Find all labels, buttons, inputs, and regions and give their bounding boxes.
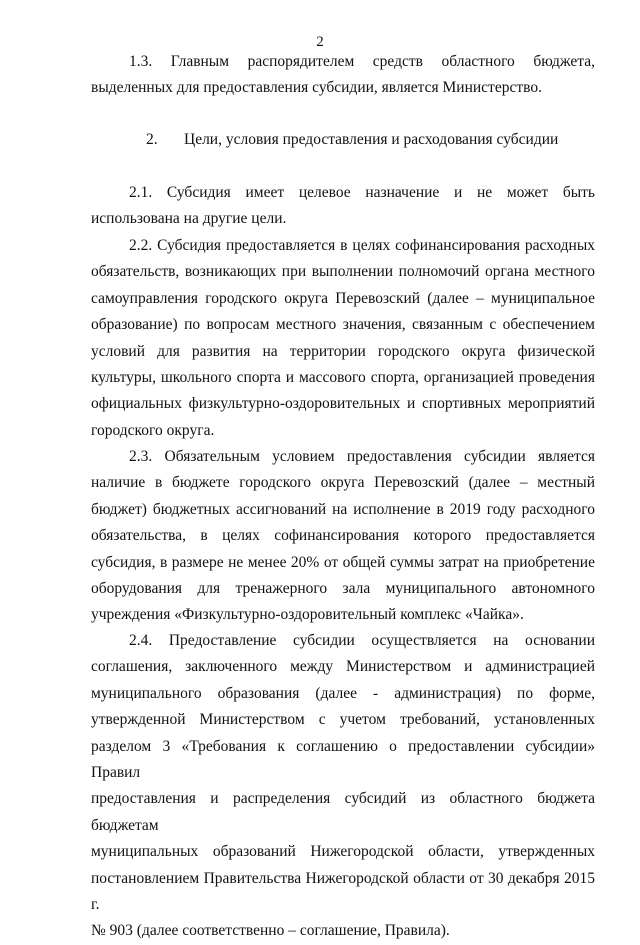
paragraph-2-3 <box>91 444 595 629</box>
text-line: № 903 (далее соответственно – соглашение, Правила). <box>91 922 450 940</box>
text-line: предоставления и распределения субсидий из областного бюджета бюджетам <box>91 790 595 834</box>
text-line: культуры, школьного спорта и массового спорта, организацией проведения <box>91 369 595 387</box>
text-line: наличие в бюджете городского округа Перевозский (далее – местный <box>91 474 595 492</box>
section-number: 2. <box>146 131 158 148</box>
text-line: самоуправления городского округа Перевозский (далее – муниципальное <box>91 289 595 307</box>
section-title: Цели, условия предоставления и расходования субсидии <box>184 131 559 148</box>
text-line: субсидия, в размере не менее 20% от общей суммы затрат на приобретение <box>91 553 595 571</box>
text-line: 2.3. Обязательным условием предоставления субсидии является <box>129 448 595 465</box>
text-line: 1.3. Главным распорядителем средств областного бюджета, <box>129 53 595 70</box>
paragraph-2-4 <box>91 628 595 945</box>
section-title-line <box>91 127 595 153</box>
text-line: образование) по вопросам местного значения, связанным с обеспечением <box>91 316 595 334</box>
text-line: использована на другие цели. <box>91 210 287 228</box>
text-line: выделенных для предоставления субсидии, является Министерство. <box>91 79 542 97</box>
section-heading-2 <box>91 127 595 153</box>
text-line: оборудования для тренажерного зала муниципального автономного <box>91 580 595 598</box>
paragraph-2-2 <box>91 233 595 444</box>
text-line: муниципального образования (далее - администрация) по форме, <box>91 684 595 702</box>
text-line: утвержденной Министерством с учетом требований, установленных <box>91 711 595 729</box>
text-line: обязательства, в целях софинансирования которого предоставляется <box>91 527 595 545</box>
text-line: 2.2. Субсидия предоставляется в целях софинансирования расходных <box>129 237 595 254</box>
text-line: 2.1. Субсидия имеет целевое назначение и не может быть <box>129 184 595 201</box>
paragraph-1-3 <box>91 49 595 102</box>
text-line: 2.4. Предоставление субсидии осуществляется на основании <box>129 632 595 649</box>
text-line: разделом 3 «Требования к соглашению о предоставлении субсидии» Правил <box>91 737 595 782</box>
paragraph-2-1 <box>91 180 595 233</box>
page-number: 2 <box>316 34 324 50</box>
text-line: обязательств, возникающих при выполнении полномочий органа местного <box>91 263 595 281</box>
text-line: муниципальных образований Нижегородской области, утвержденных <box>91 843 595 861</box>
text-line: бюджет) бюджетных ассигнований на исполнение в 2019 году расходного <box>91 500 595 518</box>
text-line: постановлением Правительства Нижегородской области от 30 декабря 2015 г. <box>91 869 595 914</box>
text-line: официальных физкультурно-оздоровительных и спортивных мероприятий <box>91 395 595 413</box>
text-line: городского округа. <box>91 421 215 439</box>
text-line: учреждения «Физкультурно-оздоровительный комплекс «Чайка». <box>91 606 524 624</box>
text-line: соглашения, заключенного между Министерством и администрацией <box>91 658 595 676</box>
text-line: условий для развития на территории городского округа физической <box>91 342 595 360</box>
